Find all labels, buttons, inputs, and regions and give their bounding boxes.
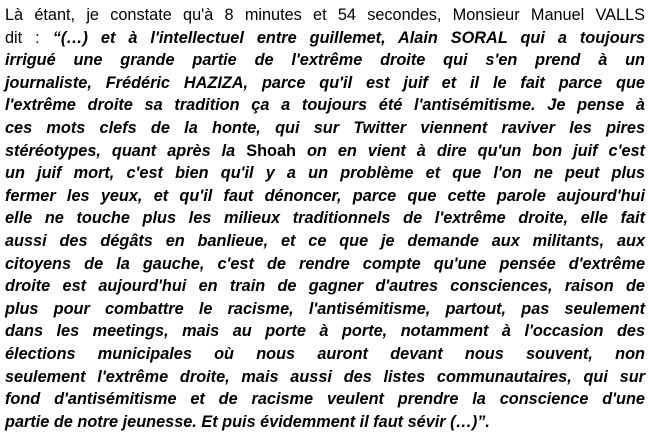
text-line xyxy=(5,253,645,276)
text-line xyxy=(5,72,645,95)
quote-text: partie de notre jeunesse. Et puis évidemment il faut sévir (…)”. xyxy=(5,412,490,431)
quote-text: fermer les yeux, et qu'il faut dénoncer, parce que cette parole aujourd'hui xyxy=(5,186,645,205)
quote-text: “(…) et à l'intellectuel entre guillemet, Alain SORAL qui a toujours xyxy=(52,28,645,47)
intro-text: Là étant, je constate qu'à 8 minutes et 54 secondes, Monsieur Manuel VALLS xyxy=(5,6,645,24)
text-line xyxy=(5,140,645,163)
quote-text: fond d'antisémitisme et de racisme veulent prendre la conscience d'une xyxy=(5,390,645,409)
text-line xyxy=(5,298,645,321)
quote-text: journaliste, Frédéric HAZIZA, parce qu'il est juif et il le fait parce que xyxy=(5,73,645,92)
text-line xyxy=(5,230,645,253)
quoted-paragraph xyxy=(5,4,645,433)
quote-text-shoah: Shoah xyxy=(246,141,296,160)
quote-text: citoyens de la gauche, c'est de rendre compte qu'une pensée d'extrême xyxy=(5,254,645,273)
intro-line xyxy=(5,4,645,27)
quote-text: elle ne touche plus les milieux traditionnels de l'extrême droite, elle fait xyxy=(5,209,645,228)
text-line xyxy=(5,49,645,72)
text-line xyxy=(5,185,645,208)
text-line xyxy=(5,207,645,230)
text-line xyxy=(5,162,645,185)
dit-label: dit : xyxy=(5,28,53,47)
quote-text: dans les meetings, mais au porte à porte, notamment à l'occasion des xyxy=(5,322,645,341)
text-line xyxy=(5,27,645,50)
quote-text: élections municipales où nous auront devant nous souvent, non xyxy=(5,344,645,363)
text-line xyxy=(5,275,645,298)
quote-text: plus pour combattre le racisme, l'antisémitisme, partout, pas seulement xyxy=(5,299,645,318)
quote-text: ces mots clefs de la honte, qui sur Twitter viennent raviver les pires xyxy=(5,118,645,137)
quote-text: on en vient à dire qu'un bon juif c'est xyxy=(306,141,645,160)
quote-text: un juif mort, c'est bien qu'il y a un problème et que l'on ne peut plus xyxy=(5,164,645,183)
quote-text: seulement l'extrême droite, mais aussi des listes communautaires, qui sur xyxy=(5,367,645,386)
text-line xyxy=(5,117,645,140)
quote-text: aussi des dégâts en banlieue, et ce que je demande aux militants, aux xyxy=(5,231,645,250)
text-line xyxy=(5,320,645,343)
text-line xyxy=(5,388,645,411)
quote-text: stéréotypes, quant après la xyxy=(5,141,236,160)
quote-text: droite est aujourd'hui en train de gagner d'autres consciences, raison de xyxy=(5,277,645,296)
quote-text: irrigué une grande partie de l'extrême droite qui s'en prend à un xyxy=(5,51,645,70)
text-line xyxy=(5,366,645,389)
text-line xyxy=(5,94,645,117)
text-line xyxy=(5,411,645,433)
quote-text: l'extrême droite sa tradition ça a toujours été l'antisémitisme. Je pense à xyxy=(5,96,645,115)
text-line xyxy=(5,343,645,366)
